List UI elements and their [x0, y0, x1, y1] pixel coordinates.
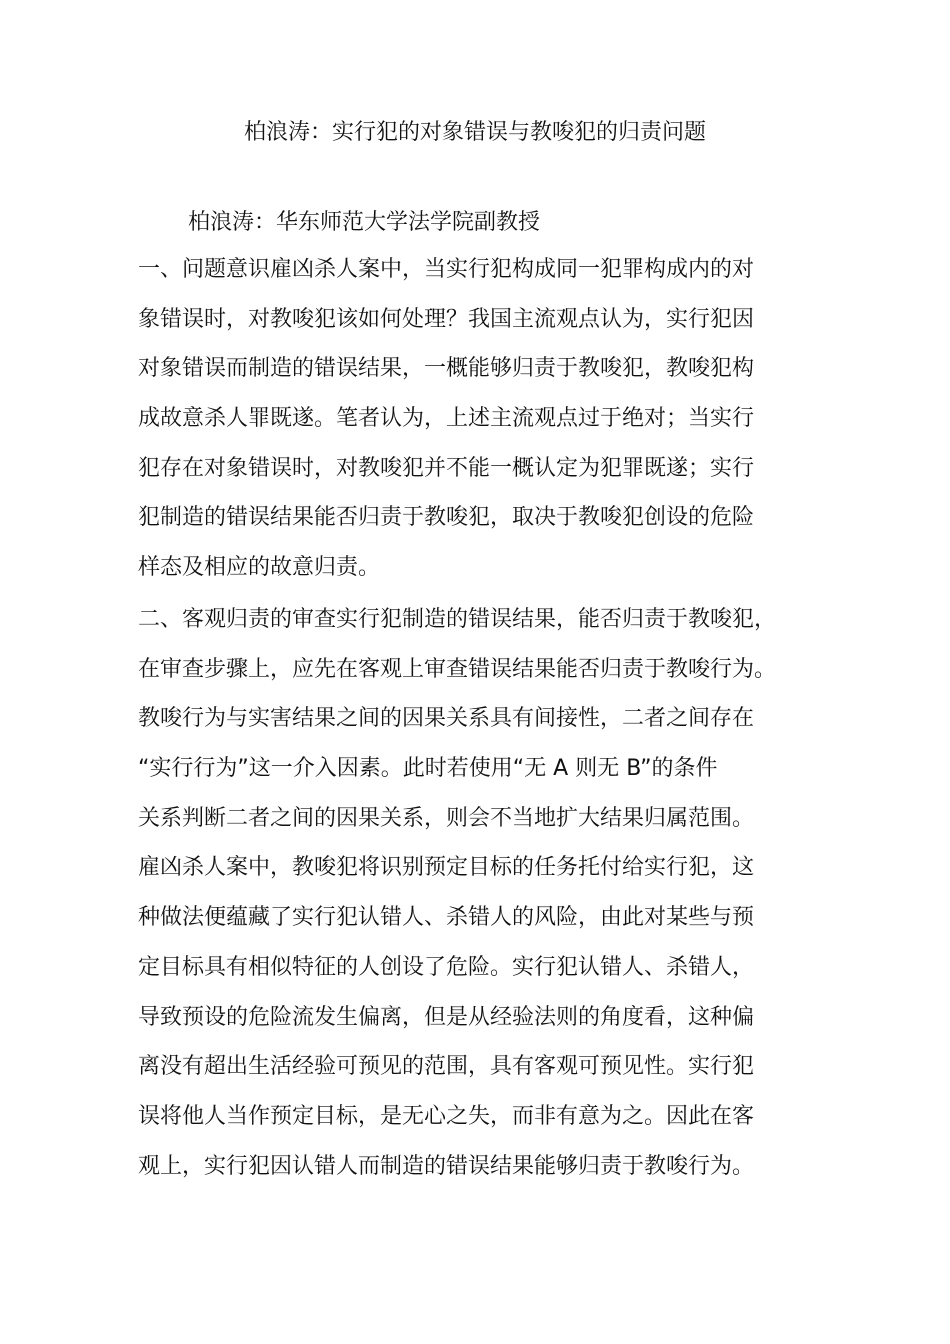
text-line: 种做法便蕴藏了实行犯认错人、杀错人的风险，由此对某些与预	[138, 905, 755, 931]
text-line: 犯制造的错误结果能否归责于教唆犯，取决于教唆犯创设的危险	[138, 505, 755, 531]
text-line: 关系判断二者之间的因果关系，则会不当地扩大结果归属范围。	[138, 805, 755, 831]
text-line: 教唆行为与实害结果之间的因果关系具有间接性，二者之间存在	[138, 706, 755, 732]
text-line: 对象错误而制造的错误结果，一概能够归责于教唆犯，教唆犯构	[138, 356, 755, 382]
text-line: 雇凶杀人案中，教唆犯将识别预定目标的任务托付给实行犯，这	[138, 855, 755, 881]
text-line: 一、问题意识雇凶杀人案中，当实行犯构成同一犯罪构成内的对	[138, 257, 755, 282]
document-title: 柏浪涛：实行犯的对象错误与教唆犯的归责问题	[243, 120, 706, 145]
paragraph-objective-attribution	[138, 605, 818, 1201]
text-line: 样态及相应的故意归责。	[138, 555, 381, 581]
text-line: 导致预设的危险流发生偏离，但是从经验法则的角度看，这种偏	[138, 1004, 755, 1030]
text-line: “实行行为”这一介入因素。此时若使用“无 A 则无 B”的条件	[138, 756, 718, 782]
text-line: 象错误时，对教唆犯该如何处理？我国主流观点认为，实行犯因	[138, 306, 755, 332]
text-line: 成故意杀人罪既遂。笔者认为，上述主流观点过于绝对；当实行	[138, 406, 755, 432]
text-line: 误将他人当作预定目标，是无心之失，而非有意为之。因此在客	[138, 1103, 755, 1129]
text-line: 二、客观归责的审查实行犯制造的错误结果，能否归责于教唆犯，	[138, 607, 777, 632]
text-line: 在审查步骤上，应先在客观上审查错误结果能否归责于教唆行为。	[138, 656, 777, 682]
text-line: 离没有超出生活经验可预见的范围，具有客观可预见性。实行犯	[138, 1054, 755, 1080]
paragraph-problem-awareness	[138, 255, 818, 603]
text-line: 犯存在对象错误时，对教唆犯并不能一概认定为犯罪既遂；实行	[138, 455, 755, 481]
text-line: 观上，实行犯因认错人而制造的错误结果能够归责于教唆行为。	[138, 1153, 755, 1179]
author-line: 柏浪涛：华东师范大学法学院副教授	[188, 210, 541, 235]
text-line: 定目标具有相似特征的人创设了危险。实行犯认错人、杀错人，	[138, 954, 755, 980]
